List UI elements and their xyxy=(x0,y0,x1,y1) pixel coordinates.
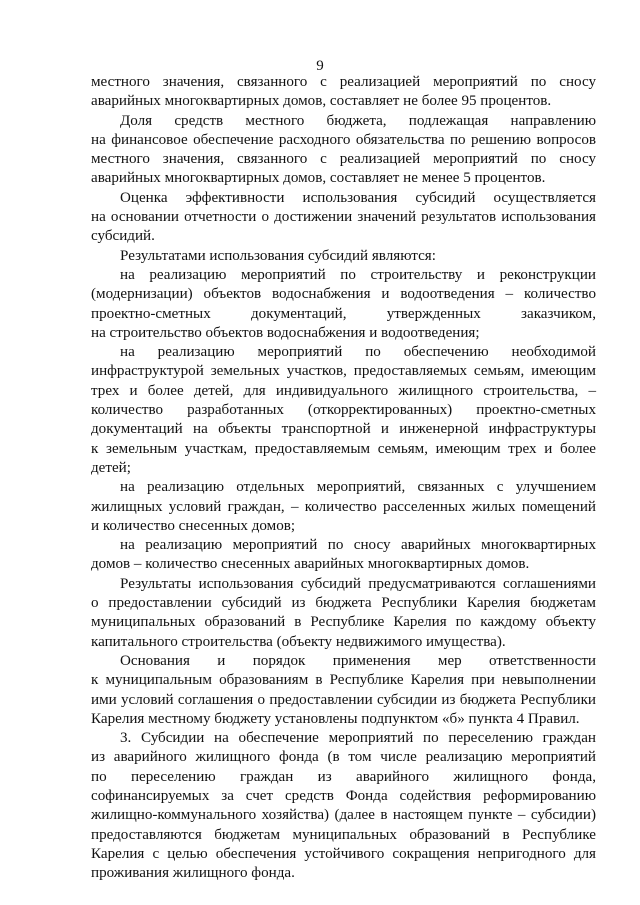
text-line: по переселению граждан из аварийного жилищного фонда, xyxy=(91,768,596,785)
text-line: на реализацию мероприятий по обеспечению необходимой xyxy=(120,344,596,361)
text-line: на реализацию отдельных мероприятий, связанных с улучшением xyxy=(120,479,596,496)
paragraph xyxy=(91,729,596,883)
text-line: проектно-сметных документаций, утвержденных заказчиком, xyxy=(91,305,596,322)
text-line: инфраструктурой земельных участков, предоставляемых семьям, имеющим xyxy=(91,363,596,380)
paragraph xyxy=(91,652,596,729)
text-line: из аварийного жилищного фонда (в том числе реализацию мероприятий xyxy=(91,749,596,766)
paragraph xyxy=(91,343,596,478)
text-line: количество разработанных (откорректированных) проектно-сметных xyxy=(91,402,596,419)
text-line: капитального строительства (объекту недвижимого имущества). xyxy=(91,633,506,650)
text-line: детей; xyxy=(91,459,131,476)
text-line: Результаты использования субсидий предусматриваются соглашениями xyxy=(120,575,596,592)
text-line: местного значения, связанного с реализацией мероприятий по сносу xyxy=(91,151,596,168)
paragraph xyxy=(91,73,596,112)
text-line: трех и более детей, для индивидуального жилищного строительства, – xyxy=(91,382,596,399)
text-line: Доля средств местного бюджета, подлежащая направлению xyxy=(120,112,596,129)
text-line: аварийных многоквартирных домов, составляет не более 95 процентов. xyxy=(91,93,552,110)
text-line: на реализацию мероприятий по сносу аварийных многоквартирных xyxy=(120,537,596,554)
text-line: аварийных многоквартирных домов, составляет не менее 5 процентов. xyxy=(91,170,546,187)
text-line: о предоставлении субсидий из бюджета Республики Карелия бюджетам xyxy=(91,595,596,612)
text-line: жилищных условий граждан, – количество расселенных жилых помещений xyxy=(91,498,596,515)
text-line: жилищно-коммунального хозяйства) (далее в настоящем пункте – субсидии) xyxy=(91,807,596,824)
text-line: проживания жилищного фонда. xyxy=(91,865,295,882)
paragraph xyxy=(91,189,596,247)
text-line: на финансовое обеспечение расходного обязательства по решению вопросов xyxy=(91,131,596,148)
paragraph xyxy=(91,478,596,536)
text-line: субсидий. xyxy=(91,228,155,245)
paragraph xyxy=(91,247,596,266)
text-line: муниципальных образований в Республике Карелия по каждому объекту xyxy=(91,614,596,631)
text-line: ими условий соглашения о предоставлении субсидии из бюджета Республики xyxy=(91,691,596,708)
text-line: документаций на объекты транспортной и инженерной инфраструктуры xyxy=(91,421,596,438)
text-line: Основания и порядок применения мер ответственности xyxy=(120,652,596,669)
text-line: и количество снесенных домов; xyxy=(91,517,296,534)
text-line: местного значения, связанного с реализацией мероприятий по сносу xyxy=(91,74,596,90)
text-line: на реализацию мероприятий по строительству и реконструкции xyxy=(120,266,596,283)
text-line: предоставляются бюджетам муниципальных образований в Республике xyxy=(91,826,596,843)
paragraph xyxy=(91,112,596,189)
page-number: 9 xyxy=(316,58,324,74)
document-body xyxy=(91,73,596,883)
text-line: Карелия местному бюджету установлены подпунктом «б» пункта 4 Правил. xyxy=(91,710,580,727)
text-line: (модернизации) объектов водоснабжения и водоотведения – количество xyxy=(91,286,596,303)
text-line: Карелия с целью обеспечения устойчивого сокращения непригодного для xyxy=(91,845,596,862)
text-line: домов – количество снесенных аварийных многоквартирных домов. xyxy=(91,556,530,573)
text-line: софинансируемых за счет средств Фонда содействия реформированию xyxy=(91,787,596,804)
text-line: к земельным участкам, предоставляемым семьям, имеющим трех и более xyxy=(91,440,596,457)
paragraph xyxy=(91,575,596,652)
paragraph xyxy=(91,536,596,575)
paragraph xyxy=(91,266,596,343)
text-line: 3. Субсидии на обеспечение мероприятий по переселению граждан xyxy=(120,730,596,747)
text-line: на строительство объектов водоснабжения и водоотведения; xyxy=(91,324,480,341)
text-line: Оценка эффективности использования субсидий осуществляется xyxy=(120,189,596,206)
text-line: к муниципальным образованиям в Республике Карелия при невыполнении xyxy=(91,672,596,689)
text-line: Результатами использования субсидий являются: xyxy=(120,247,436,264)
text-line: на основании отчетности о достижении значений результатов использования xyxy=(91,209,596,226)
